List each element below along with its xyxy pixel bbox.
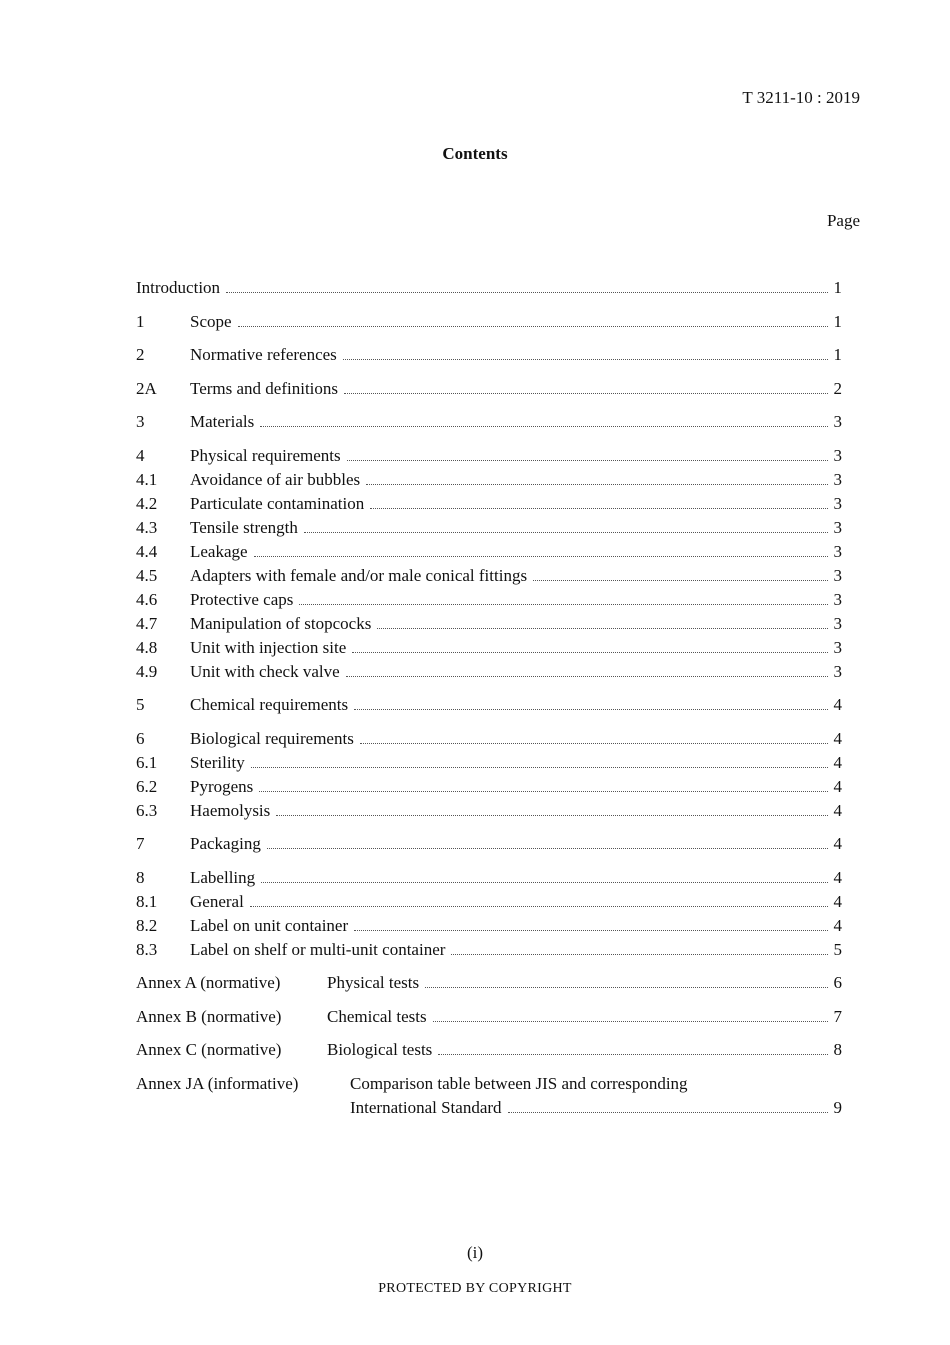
toc-entry[interactable] [136,799,842,823]
toc-entry-label: Labelling [190,867,256,887]
leader-dots [451,954,828,955]
leader-dots [299,604,828,605]
toc-entry[interactable] [136,343,842,367]
toc-entry-number: 1 [136,311,145,331]
annex-name: Annex B (normative) [136,1006,282,1026]
annex-title: Chemical tests [327,1006,427,1026]
leader-dots [251,767,828,768]
leader-dots [354,709,828,710]
toc-entry-number: 6.2 [136,776,158,796]
leader-dots [370,508,828,509]
toc-entry-number: 8.2 [136,915,158,935]
toc-entry-number: 6 [136,728,145,748]
toc-entry[interactable] [136,276,842,300]
table-of-contents [136,276,842,1120]
leader-dots [377,628,828,629]
leader-dots [259,791,828,792]
annex-title-line1: Comparison table between JIS and corresponding [350,1073,688,1093]
toc-entry-page: 3 [833,517,842,537]
toc-entry-page: 3 [833,589,842,609]
annex-entry[interactable] [136,971,842,995]
leader-dots [360,743,828,744]
leader-dots [276,815,828,816]
toc-entry-label: Physical requirements [190,445,341,465]
leader-dots [366,484,828,485]
leader-dots [347,460,828,461]
toc-entry-page: 3 [833,493,842,513]
leader-dots [261,882,828,883]
toc-entry-page: 3 [833,613,842,633]
toc-entry-number: 2 [136,345,145,364]
toc-entry-number: 4 [136,445,145,465]
toc-entry-label: Leakage [190,541,248,561]
page-column-heading: Page [826,211,860,230]
toc-entry-number: 3 [136,412,145,431]
toc-entry-page: 1 [833,278,842,297]
leader-dots [508,1112,828,1113]
leader-dots [425,987,828,988]
annex-page: 6 [833,973,842,992]
leader-dots [250,906,828,907]
toc-entry-page: 3 [833,541,842,561]
toc-entry-number: 4.6 [136,589,158,609]
toc-entry[interactable] [136,588,842,612]
annex-page: 8 [833,1040,842,1059]
toc-entry[interactable] [136,410,842,434]
toc-entry-label: Manipulation of stopcocks [190,613,372,633]
toc-entry-page: 1 [833,345,842,364]
annex-name: Annex JA (informative) [136,1073,299,1093]
toc-entry-label: Biological requirements [190,728,354,748]
toc-entry[interactable] [136,612,842,636]
toc-entry-number: 4.3 [136,517,158,537]
toc-entry-page: 4 [833,728,842,748]
annex-title: Biological tests [327,1040,433,1059]
toc-entry[interactable] [136,775,842,799]
leader-dots [354,930,828,931]
toc-entry-label: Particulate contamination [190,493,365,513]
toc-entry-page: 3 [833,661,842,681]
toc-entry-number: 4.9 [136,661,158,681]
toc-entry-number: 2A [136,378,157,398]
toc-entry[interactable] [136,727,842,751]
annex-entry[interactable] [136,1038,842,1062]
toc-entry-number: 4.2 [136,493,158,513]
annex-name: Annex C (normative) [136,1040,282,1059]
toc-entry[interactable] [136,540,842,564]
annex-page: 9 [833,1097,842,1117]
toc-entry-page: 4 [833,867,842,887]
toc-entry-number: 4.5 [136,565,158,585]
toc-entry[interactable] [136,310,842,334]
toc-entry-page: 4 [833,834,842,853]
annex-entry-ja[interactable] [136,1072,842,1120]
toc-entry[interactable] [136,914,842,938]
toc-entry[interactable] [136,468,842,492]
annex-entry[interactable] [136,1005,842,1029]
toc-entry-page: 4 [833,695,842,714]
toc-entry-page: 1 [833,311,842,331]
toc-entry[interactable] [136,693,842,717]
toc-entry-number: 6.1 [136,752,158,772]
toc-entry-label: Chemical requirements [190,695,349,714]
toc-entry-page: 5 [833,939,842,959]
toc-entry-label: Materials [190,412,255,431]
leader-dots [238,326,828,327]
page-title: Contents [442,144,508,163]
toc-entry-number: 5 [136,695,145,714]
copyright-notice: PROTECTED BY COPYRIGHT [378,1281,572,1296]
toc-entry-page: 4 [833,800,842,820]
toc-entry-page: 4 [833,915,842,935]
toc-entry-label: Pyrogens [190,776,254,796]
toc-entry-number: 6.3 [136,800,158,820]
toc-entry[interactable] [136,444,842,468]
toc-entry-number: 8.3 [136,939,158,959]
toc-entry-number: 8.1 [136,891,158,911]
leader-dots [346,676,828,677]
toc-entry-number: 8 [136,867,145,887]
leader-dots [352,652,828,653]
toc-entry-label: Normative references [190,345,337,364]
toc-entry[interactable] [136,516,842,540]
annex-name: Annex A (normative) [136,973,281,992]
annex-page: 7 [833,1006,842,1026]
toc-entry-page: 3 [833,565,842,585]
leader-dots [260,426,828,427]
toc-entry-page: 4 [833,891,842,911]
toc-entry-page: 3 [833,445,842,465]
toc-entry-label: General [190,891,244,911]
toc-entry-label: Label on shelf or multi-unit container [190,939,446,959]
toc-entry-label: Haemolysis [190,800,271,820]
leader-dots [254,556,828,557]
toc-entry-page: 4 [833,752,842,772]
toc-entry-label: Avoidance of air bubbles [190,469,361,489]
toc-entry-label: Unit with check valve [190,661,340,681]
page-folio: (i) [466,1243,484,1262]
leader-dots [438,1054,828,1055]
leader-dots [433,1021,828,1022]
toc-entry-label: Introduction [136,278,221,297]
toc-entry[interactable] [136,636,842,660]
leader-dots [304,532,828,533]
toc-entry-label: Tensile strength [190,517,298,537]
toc-entry[interactable] [136,492,842,516]
toc-entry-label: Unit with injection site [190,637,347,657]
toc-entry[interactable] [136,890,842,914]
toc-entry-page: 3 [833,637,842,657]
document-code: T 3211-10 : 2019 [742,88,860,107]
toc-entry[interactable] [136,377,842,401]
toc-entry[interactable] [136,564,842,588]
toc-entry-label: Scope [190,311,232,331]
annex-title-line2: International Standard [350,1097,502,1117]
leader-dots [226,292,828,293]
toc-entry-number: 4.1 [136,469,158,489]
toc-entry-number: 7 [136,834,145,853]
leader-dots [267,848,828,849]
toc-entry-label: Adapters with female and/or male conical fittings [190,565,528,585]
toc-entry-page: 3 [833,412,842,431]
toc-entry[interactable] [136,832,842,856]
toc-entry[interactable] [136,751,842,775]
toc-entry-page: 4 [833,776,842,796]
toc-entry-page: 3 [833,469,842,489]
toc-entry-label: Label on unit container [190,915,349,935]
leader-dots [343,359,828,360]
toc-entry-label: Sterility [190,752,245,772]
leader-dots [533,580,828,581]
leader-dots [344,393,828,394]
toc-entry-number: 4.7 [136,613,158,633]
toc-entry-label: Terms and definitions [190,378,339,398]
toc-entry-label: Protective caps [190,589,294,609]
toc-entry-number: 4.4 [136,541,158,561]
toc-entry-label: Packaging [190,834,261,853]
toc-entry[interactable] [136,866,842,890]
toc-entry-page: 2 [833,378,842,398]
toc-entry[interactable] [136,938,842,962]
annex-title: Physical tests [327,973,420,992]
toc-entry[interactable] [136,660,842,684]
toc-entry-number: 4.8 [136,637,158,657]
